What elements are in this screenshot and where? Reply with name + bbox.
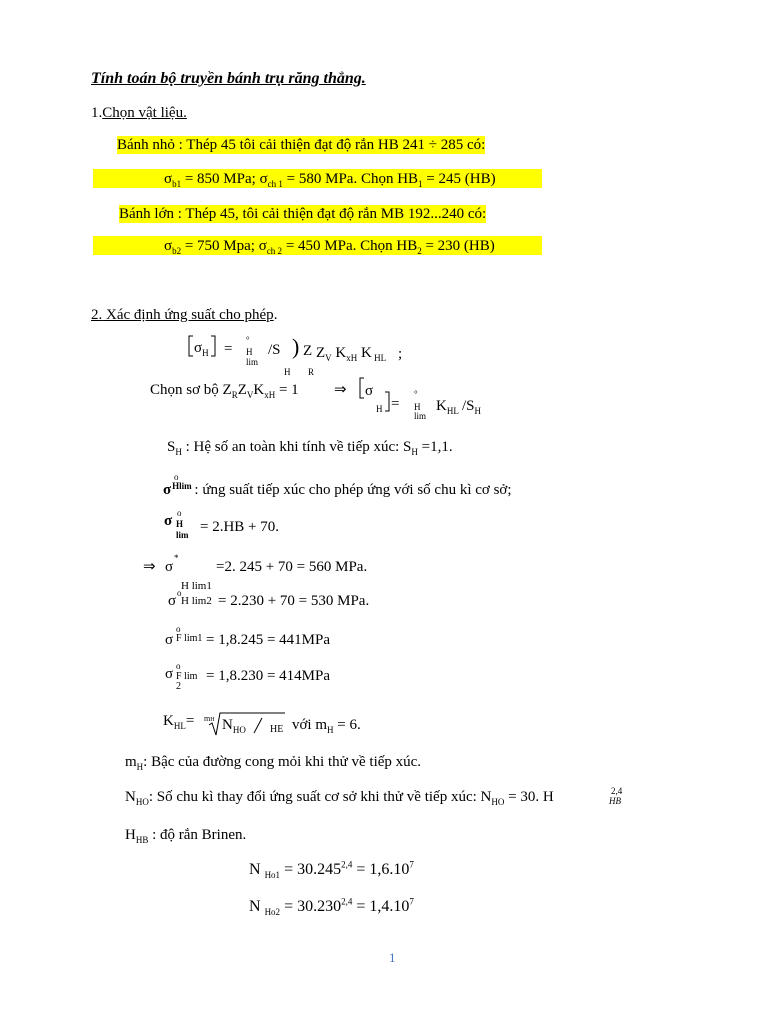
nho-definition: $N_{HO}$: Số chu kì thay đổi ứng suất cơ sở khi thử về tiếp xúc: $N_{HO} = 30$. H	[125, 789, 554, 807]
large-gear-material: Bánh lớn : Thép 45, tôi cải thiện đạt độ rắn MB 192...240 có:	[119, 206, 487, 222]
nho1-calculation: N $_{Ho1} = 30.245^{2,4} = 1,6.10^7$	[249, 859, 414, 881]
page-number: 1	[389, 950, 396, 965]
safety-factor-line: $S_H$ : Hệ số an toàn khi tính về tiếp xúc: $S_H =1,1$.	[167, 439, 453, 457]
page-title: Tính toán bộ truyền bánh trụ răng thẳng.	[91, 70, 366, 87]
section-1-label: Chọn vật liệu.	[102, 105, 187, 121]
hhb-definition: $H_{HB}$ : độ rắn Brinen.	[125, 827, 247, 845]
section-2-number: 2.	[91, 307, 103, 323]
nho2-calculation: N $_{Ho2} = 30.230^{2,4} = 1,4.10^7$	[249, 896, 414, 918]
small-gear-material: Bánh nhỏ : Thép 45 tôi cải thiện đạt độ rắn HB 241 ÷ 285 có:	[117, 137, 486, 153]
mh-definition: $m_H$: Bậc của đường cong mỏi khi thử về tiếp xúc.	[125, 754, 422, 772]
section-2-label: Xác định ứng suất cho phép	[102, 307, 274, 323]
small-gear-properties: $\sigma_{b1} = 850$ MPa; $\sigma_{ch 1} = 580$ MPa. Chọn $HB_1 = 245$ (HB)	[164, 171, 496, 189]
large-gear-properties: $\sigma_{b2} = 750$ Mpa; $\sigma_{ch 2} = 450$ MPa. Chọn $HB_2 = 230$ (HB)	[164, 238, 495, 256]
section-2-heading: 2. Xác định ứng suất cho phép.	[91, 307, 278, 323]
section-1-number: 1.	[91, 105, 103, 121]
